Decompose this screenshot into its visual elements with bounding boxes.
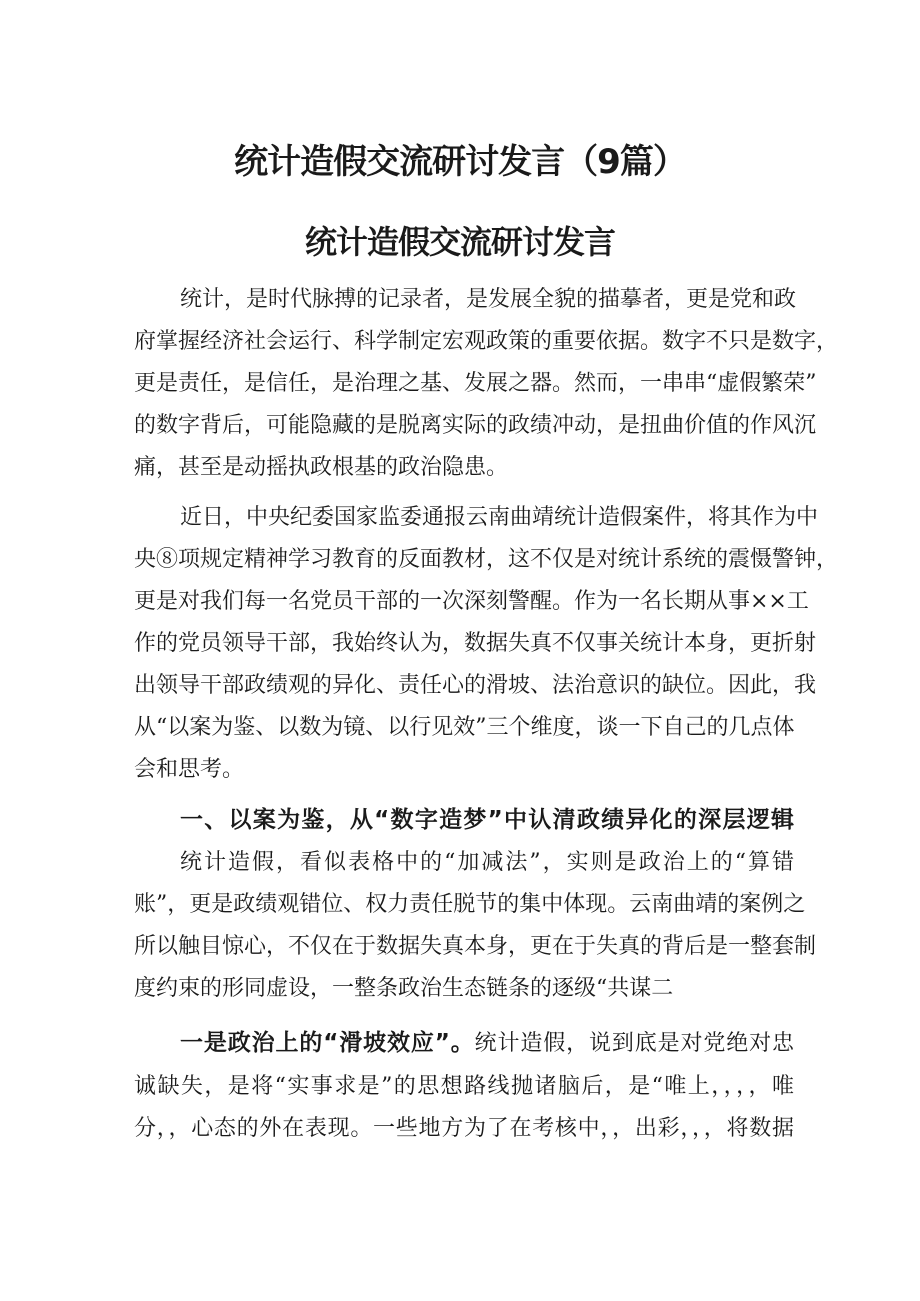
paragraph-line: 更是责任，是信任，是治理之基、发展之器。然而，一串串“虚假繁荣” bbox=[134, 371, 817, 396]
paragraph-line: 统计造假，看似表格中的“加减法”，实则是政治上的“算错 bbox=[180, 850, 794, 875]
point-line bbox=[180, 1028, 794, 1059]
paragraph-line: 痛，甚至是动摇执政根基的政治隐患。 bbox=[134, 455, 509, 480]
paragraph-line: 会和思考。 bbox=[134, 757, 245, 782]
paragraph-line: 作的党员领导干部，我始终认为，数据失真不仅事关统计本身，更折射 bbox=[134, 631, 817, 656]
document-title: 统计造假交流研讨发言（9篇） bbox=[234, 142, 686, 182]
point-heading: 一是政治上的“滑坡效应”。 bbox=[180, 1030, 475, 1056]
paragraph-line: 的数字背后，可能隐藏的是脱离实际的政绩冲动，是扭曲价值的作风沉 bbox=[134, 413, 817, 438]
paragraph-line: 分，，心态的外在表现。一些地方为了在考核中，，出彩，，，将数据 bbox=[134, 1116, 794, 1141]
paragraph-line: 统计，是时代脉搏的记录者，是发展全貌的描摹者，更是党和政 bbox=[180, 287, 797, 312]
paragraph-line: 近日，中央纪委国家监委通报云南曲靖统计造假案件，将其作为中 bbox=[180, 505, 819, 530]
paragraph-line: 出领导干部政绩观的异化、责任心的滑坡、法治意识的缺位。因此，我 bbox=[134, 673, 817, 698]
point-text: 统计造假，说到底是对党绝对忠 bbox=[474, 1031, 794, 1056]
section-heading: 一、以案为鉴，从“数字造梦”中认清政绩异化的深层逻辑 bbox=[180, 807, 794, 833]
paragraph-line: 从“以案为鉴、以数为镜、以行见效”三个维度，谈一下自己的几点体 bbox=[134, 715, 795, 740]
document-subtitle: 统计造假交流研讨发言 bbox=[304, 223, 615, 261]
paragraph-line: 府掌握经济社会运行、科学制定宏观政策的重要依据。数字不只是数字， bbox=[134, 329, 839, 354]
paragraph-line: 所以触目惊心，不仅在于数据失真本身，更在于失真的背后是一整套制 bbox=[134, 934, 817, 959]
paragraph-line: 账”，更是政绩观错位、权力责任脱节的集中体现。云南曲靖的案例之 bbox=[134, 892, 806, 917]
paragraph-line: 度约束的形同虚设，一整条政治生态链条的逐级“共谋二 bbox=[134, 976, 674, 1001]
paragraph-line: 更是对我们每一名党员干部的一次深刻警醒。作为一名长期从事××工 bbox=[134, 589, 809, 614]
paragraph-line: 央⑧项规定精神学习教育的反面教材，这不仅是对统计系统的震慑警钟， bbox=[134, 547, 839, 572]
paragraph-line: 诚缺失，是将“实事求是”的思想路线抛诸脑后，是“唯上，，，，唯 bbox=[134, 1074, 794, 1099]
